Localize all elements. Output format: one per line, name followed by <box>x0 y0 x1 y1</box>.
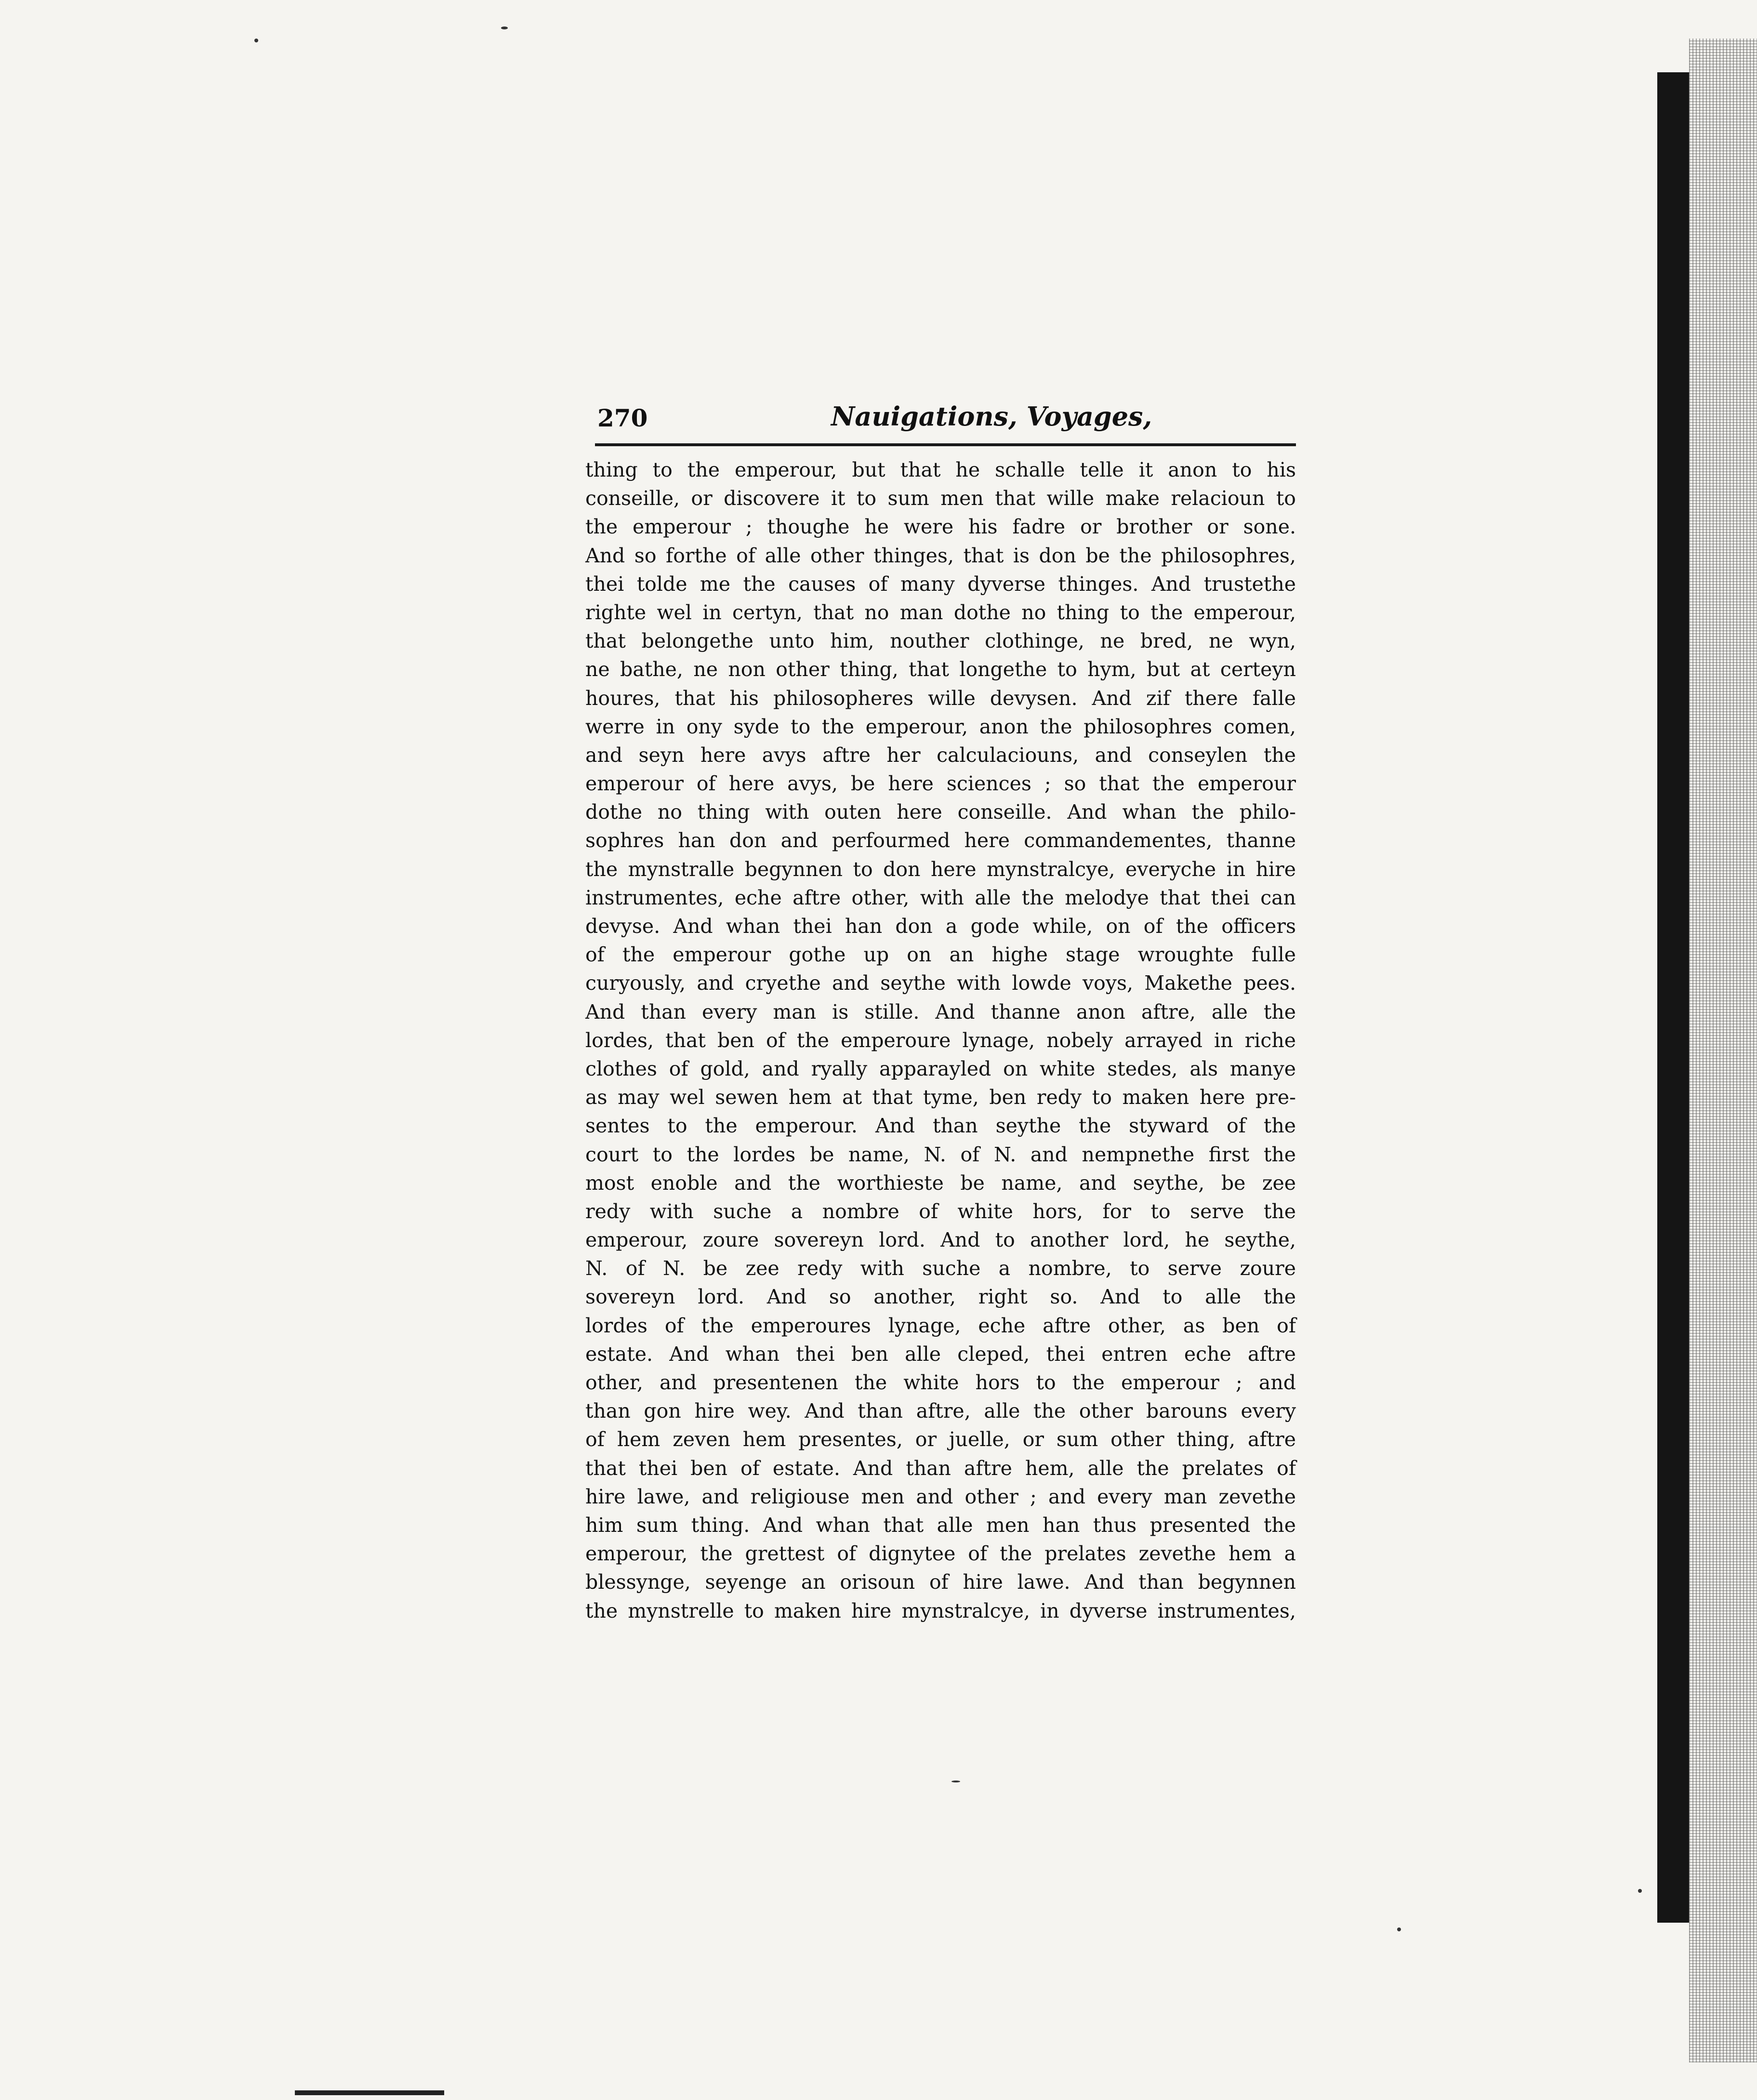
text-line: thei tolde me the causes of many dyverse thinges. And trustethe <box>585 572 1296 596</box>
scan-speck <box>1638 1889 1642 1893</box>
binding-strip <box>1657 72 1689 1923</box>
text-line: redy with suche a nombre of white hors, for to serve the <box>585 1199 1296 1223</box>
text-line: sovereyn lord. And so another, right so. And to alle the <box>585 1285 1296 1309</box>
text-line: of the emperour gothe up on an highe stage wroughte fulle <box>585 943 1296 967</box>
text-line: emperour, the grettest of dignytee of the prelates zevethe hem a <box>585 1542 1296 1566</box>
text-line: that thei ben of estate. And than aftre hem, alle the prelates of <box>585 1456 1296 1480</box>
text-line: lordes, that ben of the emperoure lynage, nobely arrayed in riche <box>585 1028 1296 1052</box>
page-edge-shadow <box>1689 39 1757 2062</box>
text-line: of hem zeven hem presentes, or juelle, or sum other thing, aftre <box>585 1428 1296 1451</box>
text-line: other, and presentenen the white hors to the emperour ; and <box>585 1371 1296 1394</box>
scan-speck <box>254 39 258 42</box>
header-rule <box>595 443 1296 446</box>
scan-speck <box>501 27 508 29</box>
text-line: curyously, and cryethe and seythe with lowde voys, Makethe pees. <box>585 971 1296 995</box>
page-number: 270 <box>597 404 648 432</box>
text-line: conseille, or discovere it to sum men that wille make relacioun to <box>585 487 1296 510</box>
page-block <box>585 401 1296 1622</box>
scan-speck <box>951 1781 960 1782</box>
text-line: And so forthe of alle other thinges, that is don be the philosophres, <box>585 544 1296 567</box>
bottom-rule <box>295 2090 444 2095</box>
text-line: houres, that his philosopheres wille devysen. And zif there falle <box>585 686 1296 710</box>
text-line: the mynstralle begynnen to don here mynstralcye, everyche in hire <box>585 857 1296 881</box>
running-title: Nauigations, Voyages, <box>831 401 1152 432</box>
text-line: lordes of the emperoures lynage, eche aftre other, as ben of <box>585 1314 1296 1337</box>
text-line: thing to the emperour, but that he schalle telle it anon to his <box>585 458 1296 481</box>
text-line: emperour of here avys, be here sciences ; so that the emperour <box>585 772 1296 796</box>
text-line: than gon hire wey. And than aftre, alle the other barouns every <box>585 1399 1296 1423</box>
text-line: dothe no thing with outen here conseille. And whan the philo- <box>585 800 1296 824</box>
text-line: sophres han don and perfourmed here commandementes, thanne <box>585 829 1296 852</box>
text-line: most enoble and the worthieste be name, and seythe, be zee <box>585 1171 1296 1195</box>
text-line: ne bathe, ne non other thing, that longethe to hym, but at certeyn <box>585 658 1296 681</box>
text-line: estate. And whan thei ben alle cleped, thei entren eche aftre <box>585 1342 1296 1366</box>
running-head <box>585 401 1296 438</box>
text-line: blessynge, seyenge an orisoun of hire lawe. And than begynnen <box>585 1570 1296 1594</box>
text-line: sentes to the emperour. And than seythe the styward of the <box>585 1114 1296 1138</box>
text-line: clothes of gold, and ryally apparayled on white stedes, als manye <box>585 1057 1296 1080</box>
text-line: the emperour ; thoughe he were his fadre or brother or sone. <box>585 515 1296 539</box>
text-line: N. of N. be zee redy with suche a nombre, to serve zoure <box>585 1257 1296 1280</box>
text-line: him sum thing. And whan that alle men han thus presented the <box>585 1513 1296 1537</box>
text-line: devyse. And whan thei han don a gode while, on of the officers <box>585 915 1296 938</box>
text-line: righte wel in certyn, that no man dothe no thing to the emperour, <box>585 600 1296 624</box>
text-line: court to the lordes be name, N. of N. and nempnethe first the <box>585 1143 1296 1166</box>
scan-speck <box>1397 1927 1401 1931</box>
text-line: And than every man is stille. And thanne anon aftre, alle the <box>585 1000 1296 1023</box>
text-line: hire lawe, and religiouse men and other ; and every man zevethe <box>585 1485 1296 1508</box>
body-text <box>585 456 1296 1625</box>
text-line: as may wel sewen hem at that tyme, ben redy to maken here pre- <box>585 1086 1296 1109</box>
text-line: and seyn here avys aftre her calculaciouns, and conseylen the <box>585 743 1296 767</box>
text-line: instrumentes, eche aftre other, with alle the melodye that thei can <box>585 886 1296 909</box>
text-line: emperour, zoure sovereyn lord. And to another lord, he seythe, <box>585 1228 1296 1252</box>
text-line: werre in ony syde to the emperour, anon the philosophres comen, <box>585 715 1296 738</box>
text-line: the mynstrelle to maken hire mynstralcye, in dyverse instrumentes, <box>585 1599 1296 1622</box>
text-line: that belongethe unto him, nouther clothinge, ne bred, ne wyn, <box>585 629 1296 653</box>
